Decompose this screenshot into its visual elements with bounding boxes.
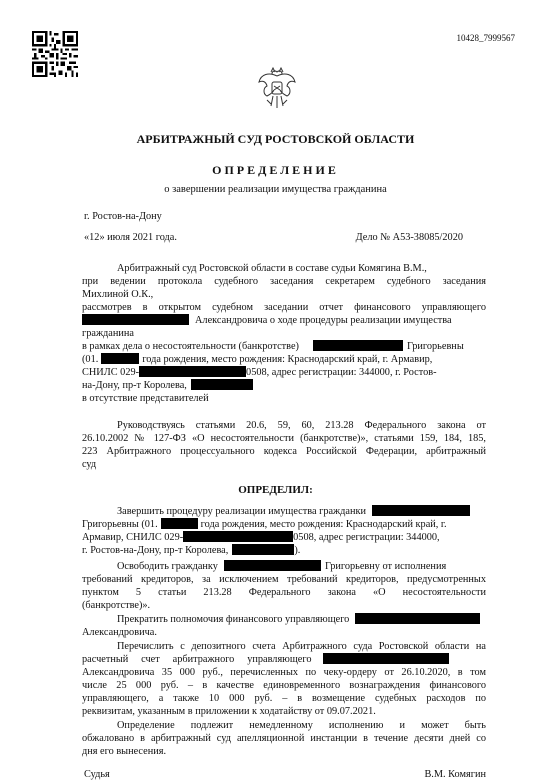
ruling-line: Перечислить с депозитного счета Арбитражного суда Ростовской области на: [117, 641, 486, 652]
redaction-block: [183, 531, 293, 542]
redaction-block: [323, 653, 449, 664]
intro-line: рассмотрев в открытом судебном заседании отчет финансового управляющего: [82, 302, 486, 313]
redaction-block: [313, 340, 403, 351]
qr-code: [32, 31, 78, 77]
ruling-line: реквизитам, указанным в приложении к ходатайству от 09.07.2021.: [82, 706, 376, 717]
coat-of-arms-emblem: [257, 66, 297, 111]
intro-line: гражданина: [82, 328, 134, 339]
document-subtitle: о завершении реализации имущества гражданина: [164, 184, 387, 195]
ruling-line: Завершить процедуру реализации имущества гражданки: [117, 505, 470, 518]
intro-line: СНИЛС 029- 0508, адрес регистрации: 344000, г. Ростов-: [82, 367, 437, 378]
grounds-line: 26.10.2002 № 127-ФЗ «О несостоятельности (банкротстве)», статьями 159, 184, 185,: [82, 433, 486, 444]
redaction-block: [355, 613, 480, 624]
ruling-heading: ОПРЕДЕЛИЛ:: [238, 484, 313, 496]
ruling-line: расчетный счет арбитражного управляющего: [82, 653, 449, 666]
ruling-line: г. Ростов-на-Дону, пр-т Королева, ).: [82, 545, 301, 556]
intro-line: Александровича о ходе процедуры реализации имущества: [82, 314, 452, 327]
ruling-line: Александровича 35 000 руб., перечисленных по чеку-ордеру от 26.10.2020, в том: [82, 667, 486, 678]
ruling-line: Прекратить полномочия финансового управляющего: [117, 613, 480, 626]
ruling-line: числе 25 000 руб. – в качестве единовременного вознаграждения финансового: [82, 680, 486, 691]
ruling-line: Армавир, СНИЛС 029- 0508, адрес регистрации: 344000,: [82, 532, 440, 543]
intro-line: Михлиной О.К.,: [82, 289, 154, 300]
ruling-line: (банкротстве)».: [82, 600, 151, 611]
intro-line: в отсутствие представителей: [82, 393, 209, 404]
judge-name: В.М. Комягин: [424, 769, 486, 780]
grounds-line: 223 Арбитражного процессуального кодекса Российской Федерации, арбитражный: [82, 446, 486, 457]
redaction-block: [139, 366, 246, 377]
intro-line: в рамках дела о несостоятельности (банкротстве) Григорьевны: [82, 341, 464, 352]
redaction-block: [224, 560, 321, 571]
intro-line: на-Дону, пр-т Королева,: [82, 379, 253, 392]
ruling-line: Освободить гражданку Григорьевну от исполнения: [117, 561, 447, 572]
intro-line: (01. года рождения, место рождения: Краснодарский край, г. Армавир,: [82, 354, 433, 365]
document-number: 10428_7999567: [456, 33, 515, 43]
ruling-line: обжаловано в арбитражный суд апелляционной инстанции в течение десяти дней со: [82, 733, 486, 744]
judge-label: Судья: [84, 769, 110, 780]
decision-date: «12» июля 2021 года.: [84, 232, 177, 243]
grounds-line: Руководствуясь статьями 20.6, 59, 60, 213.28 Федерального закона от: [117, 420, 486, 431]
ruling-line: Александровича.: [82, 627, 157, 638]
grounds-line: суд: [82, 459, 97, 470]
city: г. Ростов-на-Дону: [84, 211, 162, 222]
redaction-block: [191, 379, 253, 390]
court-name: АРБИТРАЖНЫЙ СУД РОСТОВСКОЙ ОБЛАСТИ: [136, 132, 415, 146]
intro-line: при ведении протокола судебного заседания секретарем судебного заседания: [82, 276, 486, 287]
case-number: Дело № А53-38085/2020: [355, 232, 463, 243]
ruling-line: дня его вынесения.: [82, 746, 167, 757]
redaction-block: [232, 544, 294, 555]
ruling-line: требований кредиторов, за исключением требований кредиторов, предусмотренных: [82, 574, 486, 585]
ruling-line: пунктом 5 статьи 213.28 Федерального закона «О несостоятельности: [82, 587, 486, 598]
intro-line: Арбитражный суд Ростовской области в составе судьи Комягина В.М.,: [117, 263, 427, 274]
ruling-line: Григорьевны (01. года рождения, место рождения: Краснодарский край, г.: [82, 519, 447, 530]
ruling-line: управляющего, а также 10 000 руб. – в возмещение судебных расходов по: [82, 693, 486, 704]
ruling-line: Определение подлежит немедленному исполнению и может быть: [117, 720, 486, 731]
redaction-block: [161, 518, 198, 529]
redaction-block: [82, 314, 189, 325]
redaction-block: [101, 353, 139, 364]
redaction-block: [372, 505, 470, 516]
document-title: ОПРЕДЕЛЕНИЕ: [212, 163, 339, 177]
